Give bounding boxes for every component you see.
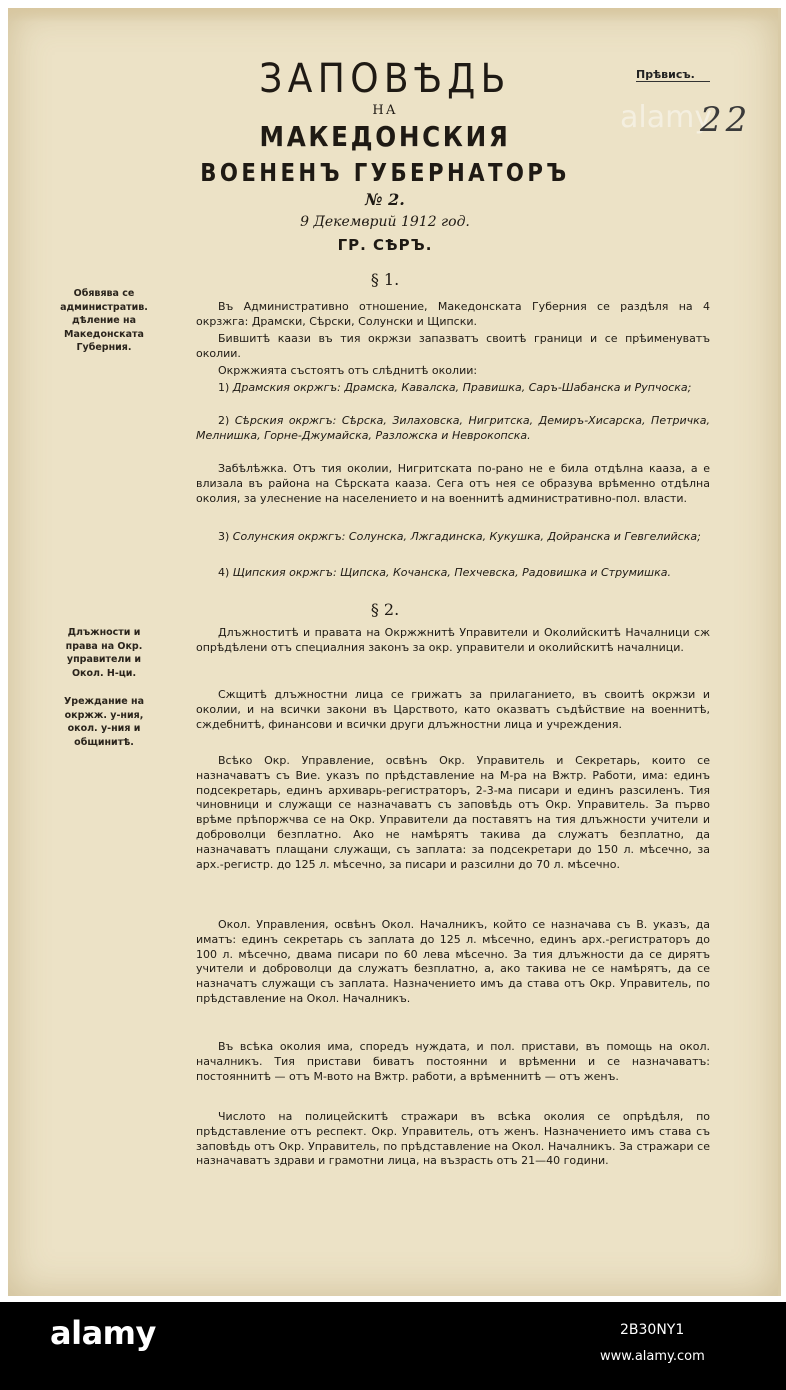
title-connector: НА [372,103,398,118]
paragraph: Всѣко Окр. Управление, освѣнъ Окр. Управитель и Секретарь, които се назначаватъ съ Вие. указъ по прѣдставление на М-ра на Вжтр. Работи, има: единъ подсекретарь, единъ архиварь-регистраторъ, 2-3-ма писари и единъ разсиленъ. Тия чиновници и служащи се назначаватъ съ заповѣдь отъ Окр. Управитель. За първо врѣме прѣпоржчва се на Окр. Управители да поставятъ на тия длъжности учители и доброволци безплатно. Ако не намѣрятъ такива да служатъ безплатно, да назначаватъ плащани служащи, съ заплата: за подсекретари до 150 л. мѣсечно, за арх.-регистр. до 125 л. мѣсечно, за писари и разсилни до 70 л. мѣсечно. [196,754,710,871]
list-number: 2) [218,414,230,427]
site-url: www.alamy.com [600,1349,705,1364]
watermark-logo: alamy [620,100,713,135]
list-item [196,530,710,545]
list-number: 1) [218,381,230,394]
district-entry: Щипския окржгъ: Щипска, Кочанска, Пехчевска, Радовишка и Струмишка. [232,566,671,579]
district-entry: Солунския окржгъ: Солунска, Лжгадинска, Кукушка, Дойранска и Гевгелийска; [232,530,701,543]
margin-note-2: Длъжности и права на Окр. управители и Окол. Н-ци. [65,627,143,679]
subtitle-macedonian: МАКЕДОНСКИЯ [259,120,511,153]
handwritten-number: 22 [700,100,752,140]
paragraph: Бившитѣ каази въ тия окржзи запазватъ своитѣ граници и се прѣименуватъ околии. [196,332,710,360]
paragraph: Длъжноститѣ и правата на Окржжнитѣ Управители и Околийскитѣ Началници сж опрѣдѣлени отъ специалния законъ за окр. управители и околийскитѣ началници. [196,626,710,654]
list-number: 4) [218,566,230,579]
paragraph: Числото на полицейскитѣ стражари въ всѣка околия се опрѣдѣля, по прѣдставление отъ респект. Окр. Управитель, отъ женъ. Назначението имъ става съ заповѣдь отъ Окр. Управитель, по прѣдставление на Окол. Началникъ. За стражари се назначаватъ здрави и грамотни лица, на възрасть отъ 21—40 години. [196,1110,710,1168]
district-entry: Сѣрския окржгъ: Сѣрска, Зилаховска, Нигритска, Демиръ-Хисарска, Петричка, Мелнишка, Горне-Джумайска, Разложска и Неврокопска. [196,414,711,442]
order-date: 9 Декемврий 1912 год. [300,214,470,230]
subtitle-governor: ВОЕНЕНЪ ГУБЕРНАТОРЪ [200,158,570,187]
paragraph: Окржжията състоятъ отъ слѣднитѣ околии: [218,364,478,377]
margin-note-3: Уреждание на окржж. у-ния, окол. у-ния и общинитѣ. [63,696,145,748]
section-2-heading: § 2. [370,600,400,619]
list-item [196,414,710,444]
paragraph: Въ всѣка околия има, споредъ нуждата, и пол. пристави, въ помощь на окол. началникъ. Тия пристави биватъ постоянни и врѣменни и се назначаватъ: постояннитѣ — отъ М-вото на Вжтр. работи, а врѣменнитѣ — отъ женъ. [196,1040,710,1083]
paragraph: Сжщитѣ длъжностни лица се грижатъ за прилаганието, въ своитѣ окржзи и околии, и на всички закони въ Царството, като оказватъ съдѣйствие на военнитѣ, сждебнитѣ, финансови и всички други длъжностни лица и учреждения. [196,688,710,731]
list-item [196,381,710,396]
document-title: ЗАПОВѢДЬ [259,56,511,102]
alamy-logo: alamy [50,1314,156,1352]
corner-mark: Прѣвисъ. [636,68,710,82]
list-item [196,566,710,581]
remark-paragraph: Забѣлѣжка. Отъ тия околии, Нигритската по-рано не е била отдѣлна кааза, а е влизала въ района на Сѣрската кааза. Сега отъ нея се образува врѣменно отдѣлна околия, за улеснение на населението и на военнитѣ административно-пол. власти. [196,462,710,505]
paragraph: Въ Административно отношение, Македонската Губерния се раздѣля на 4 окрзжга: Драмски, Сѣрски, Солунски и Щипски. [196,300,710,328]
image-id: 2B30NY1 [620,1322,685,1338]
order-place: ГР. СѢРЪ. [337,236,433,254]
district-entry: Драмския окржгъ: Драмска, Кавалска, Правишка, Саръ-Шабанска и Рупчоска; [232,381,692,394]
margin-note-1: Обявява се административ. дѣление на Македонската Губерния. [60,288,148,353]
order-number: № 2. [365,190,405,209]
list-number: 3) [218,530,230,543]
section-1-heading: § 1. [370,270,400,289]
paragraph: Окол. Управления, освѣнъ Окол. Началникъ, който се назначава съ В. указъ, да иматъ: единъ секретарь съ заплата до 125 л. мѣсечно, единъ арх.-регистраторъ до 100 л. мѣсечно, двама писари по 60 лева мѣсечно. За тия длъжности да се дирятъ учители и доброволци да служатъ безплатно, а, ако такива не се намѣрятъ, да се назначатъ служащи съ заплата. Назначението имъ да става отъ Окр. Управитель, по прѣдставление на Окол. Началникъ. [196,918,710,1005]
